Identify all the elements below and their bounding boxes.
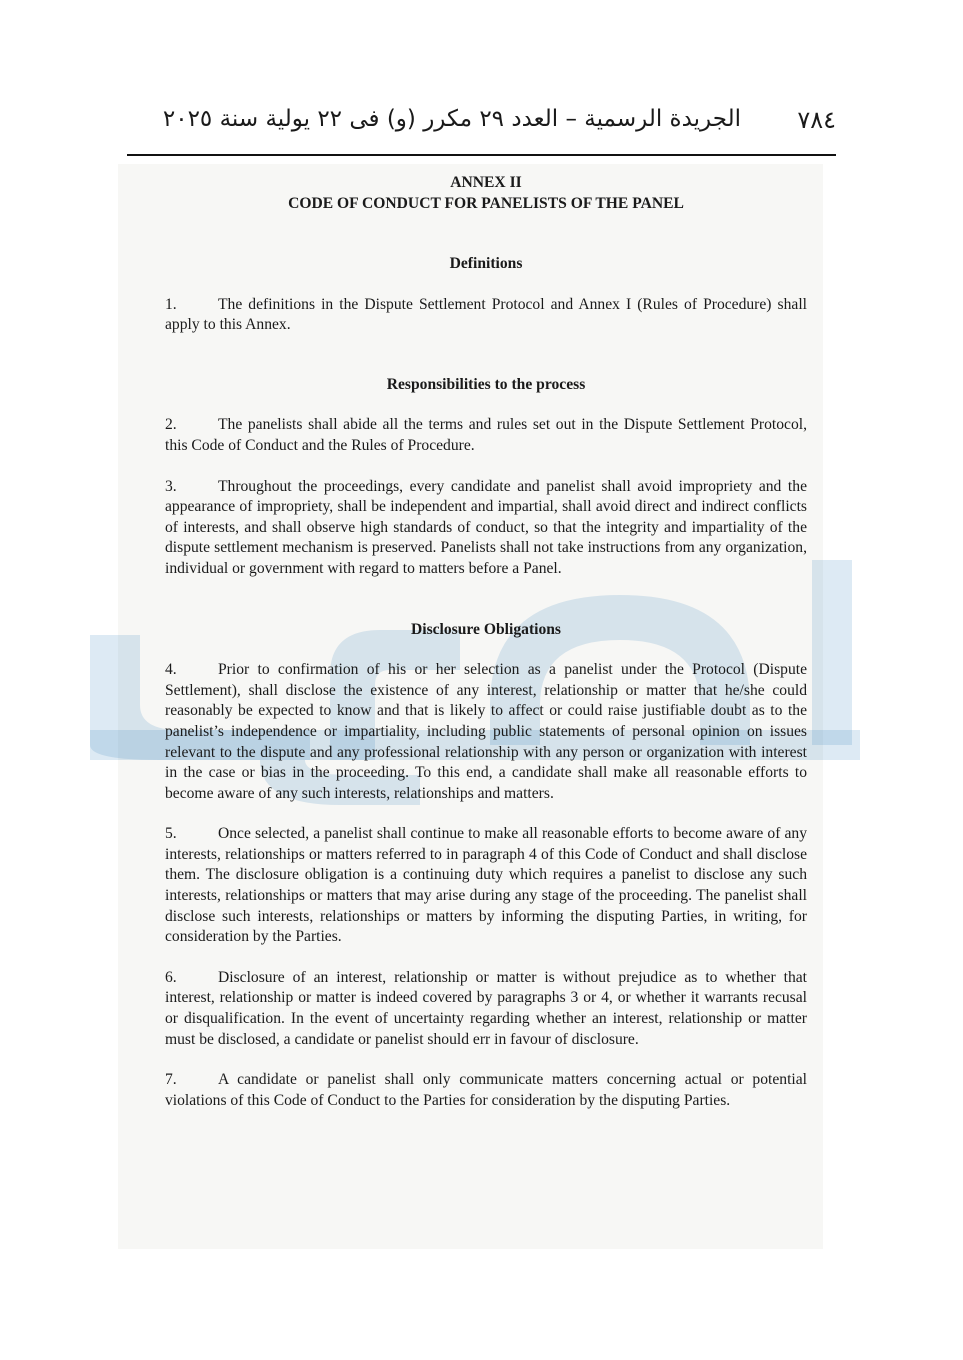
- paragraph-number: 2.: [165, 416, 177, 434]
- section-heading-definitions: Definitions: [449, 255, 523, 272]
- paragraph-text: A candidate or panelist shall only communicate matters concerning actual or potential violations of this Code of Conduct to the Parties for consideration by the disputing Parties.: [165, 1071, 807, 1109]
- section-heading-responsibilities: Responsibilities to the process: [386, 375, 586, 393]
- document-body: [165, 172, 807, 1111]
- annex-subtitle: CODE OF CONDUCT FOR PANELISTS OF THE PANEL: [288, 195, 684, 212]
- paragraph-3: [165, 477, 807, 580]
- paragraph-text: The panelists shall abide all the terms and rules set out in the Dispute Settlement Protocol, this Code of Conduct and the Rules of Procedure.: [165, 416, 807, 454]
- paragraph-1: [165, 295, 807, 336]
- annex-title: ANNEX II: [450, 174, 522, 191]
- page-number: ٧٨٤: [797, 106, 836, 134]
- paragraph-4: [165, 660, 807, 804]
- paragraph-5: [165, 824, 807, 948]
- paragraph-7: [165, 1070, 807, 1111]
- paragraph-6: [165, 968, 807, 1050]
- paragraph-text: Throughout the proceedings, every candidate and panelist shall avoid impropriety and the appearance of impropriety, shall be independent and impartial, shall avoid direct and indirect conflicts of interests, and shall observe high standards of conduct, so that the integrity and impartiality of the dispute settlement mechanism is preserved. Panelists shall not take instructions from any organization, individual or government with regard to matters before a Panel.: [165, 477, 807, 577]
- paragraph-text: Once selected, a panelist shall continue to make all reasonable efforts to become aware of any interests, relationships or matters referred to in paragraph 4 of this Code of Conduct and shall disclose them. The disclosure obligation is a continuing duty which requires a panelist to disclose any such interests, relationships or matters that may arise during any stage of the proceeding. The panelist shall disclose such interests, relationships or matters by informing the disputing Parties, in writing, for consideration by the Parties.: [165, 825, 807, 946]
- section-heading-disclosure-obligations: Disclosure Obligations: [410, 620, 562, 638]
- paragraph-number: 5.: [165, 825, 177, 843]
- paragraph-number: 7.: [165, 1071, 177, 1089]
- paragraph-text: The definitions in the Dispute Settlement Protocol and Annex I (Rules of Procedure) shall apply to this Annex.: [165, 295, 807, 334]
- paragraph-2: [165, 415, 807, 456]
- paragraph-number: 6.: [165, 968, 177, 986]
- paragraph-text: Disclosure of an interest, relationship or matter is without prejudice as to whether that interest, relationship or matter is indeed covered by paragraphs 3 or 4, or whether it warrants recusal or disqualification. In the event of uncertainty regarding whether an interest, relationship or matter must be disclosed, a candidate or panelist should err in favour of disclosure.: [165, 968, 807, 1048]
- paragraph-number: 1.: [165, 295, 177, 313]
- header-divider: [127, 154, 836, 156]
- paragraph-number: 3.: [165, 477, 177, 495]
- gazette-header: [127, 100, 836, 146]
- gazette-title: الجريدة الرسمية – العدد ٢٩ مكرر (و) فى ٢٢ يولية سنة ٢٠٢٥: [162, 106, 741, 132]
- paragraph-number: 4.: [165, 661, 177, 679]
- paragraph-text: Prior to confirmation of his or her selection as a panelist under the Protocol (Dispute Settlement), shall disclose the existence of any interest, relationship or matter that he/she could reasonably be expected to know and that is likely to affect or could raise justifiable doubt as to the panelist’s independence or impartiality, including public statements of personal opinion on issues relevant to the dispute and any professional relationship with any person or organization with interest in the case or bias in the proceeding. To this end, a candidate shall make all reasonable efforts to become aware of any such interests, relationships and matters.: [165, 661, 807, 802]
